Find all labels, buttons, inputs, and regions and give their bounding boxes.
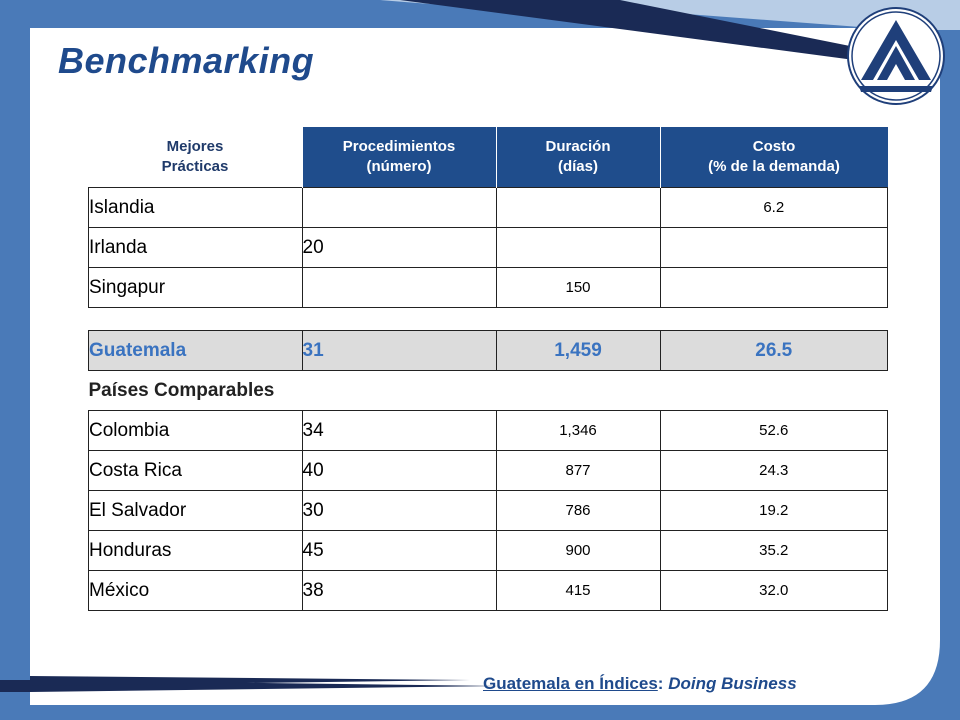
duration-cell: 1,459 <box>496 331 660 371</box>
cost-cell: 52.6 <box>660 411 888 451</box>
table-row <box>89 531 888 571</box>
table-row <box>89 571 888 611</box>
table-header-row <box>89 127 888 188</box>
duration-cell <box>496 228 660 268</box>
procedures-cell: 31 <box>302 331 496 371</box>
procedures-cell: 34 <box>302 411 496 451</box>
section-label: Países Comparables <box>88 379 275 401</box>
duration-cell: 877 <box>496 451 660 491</box>
cost-cell <box>660 268 888 308</box>
spacer-row <box>89 308 888 331</box>
duration-cell: 900 <box>496 531 660 571</box>
table-row <box>89 228 888 268</box>
country-cell: Singapur <box>89 268 303 308</box>
table-row <box>89 451 888 491</box>
header-best-practices: Mejores Prácticas <box>89 127 303 188</box>
table-row <box>89 411 888 451</box>
header-cost: Costo (% de la demanda) <box>660 127 888 188</box>
cost-cell: 26.5 <box>660 331 888 371</box>
footer-link[interactable]: Guatemala en Índices <box>483 674 658 693</box>
procedures-cell: 30 <box>302 491 496 531</box>
duration-cell: 1,346 <box>496 411 660 451</box>
country-cell: El Salvador <box>89 491 303 531</box>
procedures-cell: 45 <box>302 531 496 571</box>
country-cell: Irlanda <box>89 228 303 268</box>
procedures-cell <box>302 188 496 228</box>
cost-cell: 19.2 <box>660 491 888 531</box>
country-cell: Islandia <box>89 188 303 228</box>
country-cell: Colombia <box>89 411 303 451</box>
procedures-cell <box>302 268 496 308</box>
country-cell: Costa Rica <box>89 451 303 491</box>
cost-cell <box>660 228 888 268</box>
procedures-cell: 20 <box>302 228 496 268</box>
footer-subtitle: Doing Business <box>668 674 797 693</box>
footer-separator: : <box>657 674 669 693</box>
duration-cell: 150 <box>496 268 660 308</box>
cost-cell: 35.2 <box>660 531 888 571</box>
cost-cell: 24.3 <box>660 451 888 491</box>
cost-cell: 32.0 <box>660 571 888 611</box>
table-row <box>89 188 888 228</box>
section-row <box>89 371 888 411</box>
guatemala-row <box>89 331 888 371</box>
table-row <box>89 491 888 531</box>
header-procedures: Procedimientos (número) <box>302 127 496 188</box>
logo-icon <box>845 6 947 106</box>
cost-cell: 6.2 <box>660 188 888 228</box>
duration-cell: 415 <box>496 571 660 611</box>
country-cell: Honduras <box>89 531 303 571</box>
country-cell: México <box>89 571 303 611</box>
procedures-cell: 38 <box>302 571 496 611</box>
benchmark-table <box>88 127 888 611</box>
slide-title: Benchmarking <box>58 40 315 81</box>
country-cell: Guatemala <box>89 331 303 371</box>
duration-cell: 786 <box>496 491 660 531</box>
footer-source <box>483 674 797 694</box>
duration-cell <box>496 188 660 228</box>
procedures-cell: 40 <box>302 451 496 491</box>
table-row <box>89 268 888 308</box>
header-duration: Duración (días) <box>496 127 660 188</box>
